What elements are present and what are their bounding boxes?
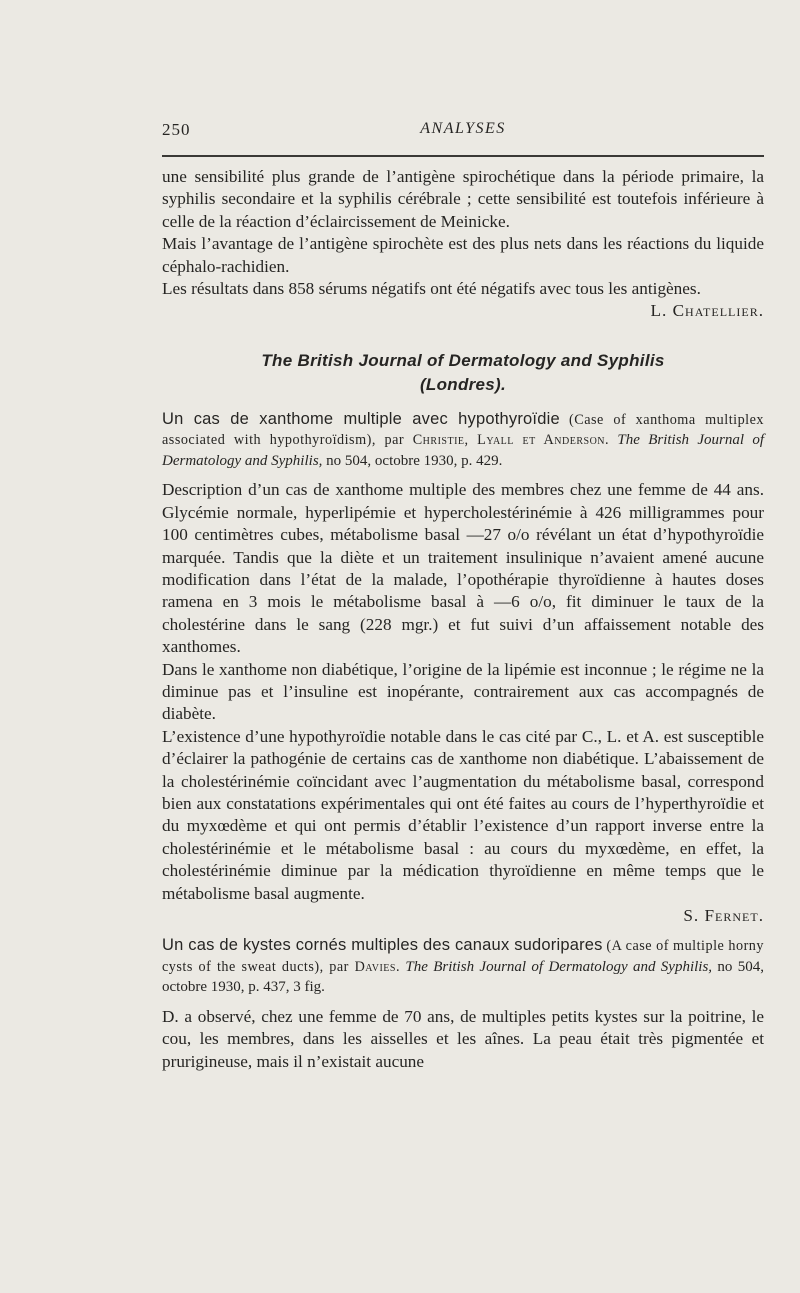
article3-title: Un cas de kystes cornés multiples des canaux sudoripares (162, 936, 603, 955)
spacer (162, 471, 764, 479)
signature-fernet: S. Fernet. (683, 906, 764, 926)
article2-title: Un cas de xanthome multiple avec hypothyroïdie (162, 409, 560, 428)
article1-paragraph-1: une sensibilité plus grande de l’antigène spirochétique dans la période primaire, la syphilis secondaire et la syphilis cérébrale ; cette sensibilité est toutefois inférieure à celle de la réaction d’éclaircissement de Meinicke. (162, 167, 764, 231)
article2-paragraph-3: L’existence d’une hypothyroïdie notable dans le cas cité par C., L. et A. est susceptible d’éclairer la pathogénie de certains cas de xanthome non diabétique. L’abaissement de la cholestérinémie coïncidant avec l’augmentation du métabolisme basal, correspond bien aux constatations expérimentales qui ont été faites au cours de l’hyperthyroïdie et du myxœdème et qui ont permis d’établir l’existence d’un rapport inverse entre la cholestérinémie et le métabolisme basal : au cours du myxœdème, en effet, la cholestérinémie diminue par la médication thyroïdienne en même temps que le métabolisme basal augmente. (162, 726, 764, 903)
journal-heading-line2: (Londres). (419, 374, 507, 394)
article2-title-block (162, 409, 764, 472)
article3-journal: The British Journal of Dermatology and Syphilis, (405, 958, 713, 975)
signature-chatellier: L. Chatellier. (650, 301, 764, 321)
article1-paragraph-2: Mais l’avantage de l’antigène spirochète est des plus nets dans les réactions du liquide céphalo-rachidien. (162, 234, 764, 276)
page-header (162, 120, 764, 146)
article1-signature (162, 300, 764, 322)
spacer (162, 927, 764, 935)
journal-heading-line1: The British Journal of Dermatology and Syphilis (261, 350, 665, 370)
article1-paragraph-3: Les résultats dans 858 sérums négatifs ont été négatifs avec tous les antigènes. (162, 279, 701, 299)
article3-paragraph-1: D. a observé, chez une femme de 70 ans, de multiples petits kystes sur la poitrine, le cou, les membres, dans les aisselles et les aînes. La peau était très pigmentée et prurigineuse, mais il n’existait aucune (162, 1006, 764, 1071)
page-body (162, 166, 764, 1073)
article2-paragraph-1: Description d’un cas de xanthome multiple des membres chez une femme de 44 ans. Glycémie normale, hyperlipémie et hypercholestérinémie à 426 milligrammes pour 100 centimètres cubes, métabolisme basal —27 o/o révélant un état d’hypothyroïdie marquée. Tandis que la diète et un traitement insulinique n’avaient amené aucune modification dans l’état de la malade, l’opothérapie thyroïdienne à hautes doses ramena en 3 mois le métabolisme basal à —6 o/o, fit diminuer le taux de la cholestérine dans le sang (228 mgr.) et fut suivi d’un affaissement notable des xanthomes. (162, 480, 764, 657)
article3-english-title: (A case of multiple horny cysts of the sweat ducts), par (162, 938, 764, 975)
journal-heading (162, 349, 764, 397)
page-number: 250 (162, 120, 191, 139)
running-title: ANALYSES (420, 120, 506, 137)
article3-authors: Davies. (354, 958, 401, 975)
spacer (162, 998, 764, 1006)
article2-paragraph-2: Dans le xanthome non diabétique, l’origine de la lipémie est inconnue ; le régime ne la diminue pas et l’insuline est inopérante, contrairement aux cas accompagnés de diabète. (162, 659, 764, 724)
article2-journal: The British Journal of Dermatology and Syphilis, (162, 432, 765, 469)
header-rule (162, 155, 764, 157)
article2-authors: Christie, Lyall et Anderson. (412, 432, 610, 449)
article3-reference: no 504, octobre 1930, p. 437, 3 fig. (162, 958, 765, 996)
article2-reference: no 504, octobre 1930, p. 429. (326, 452, 503, 469)
article2-english-title: (Case of xanthoma multiplex associated with hypothyroïdism), par (162, 411, 765, 449)
article3-title-block (162, 935, 764, 998)
article2-signature (162, 905, 764, 927)
